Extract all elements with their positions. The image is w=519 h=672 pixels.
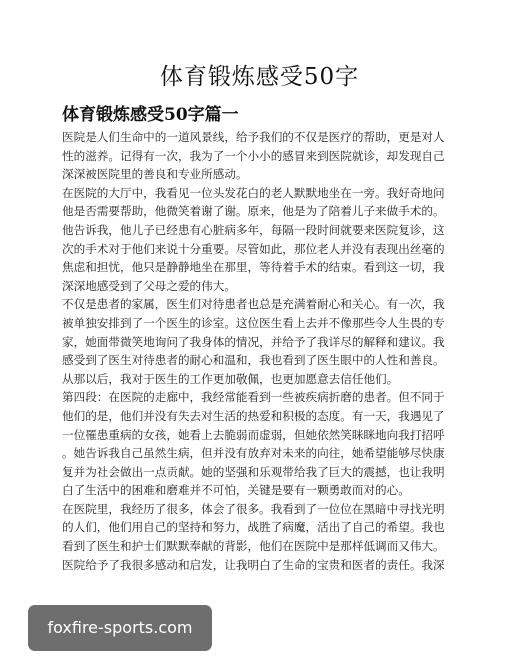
body-line: 看到了医生和护士们默默奉献的背影，他们在医院中是那样低调而又伟大。: [62, 539, 445, 554]
body-line: 焦虑和担忧，他只是静静地坐在那里，等待着手术的结束。看到这一切，我: [62, 260, 445, 275]
body-line: 从那以后，我对于医生的工作更加敬佩，也更加愿意去信任他们。: [62, 371, 399, 386]
body-line: 。她告诉我自己虽然生病，但并没有放弃对未来的向往，她希望能够尽快康: [62, 446, 445, 461]
body-line: 在医院的大厅中，我看见一位头发花白的老人默默地坐在一旁。我好奇地问: [62, 185, 445, 200]
body-line: 次的手术对于他们来说十分重要。尽管如此，那位老人并没有表现出丝毫的: [62, 241, 445, 256]
body-line: 第四段：在医院的走廊中，我经常能看到一些被疾病折磨的患者。但不同于: [62, 390, 445, 405]
body-line: 的人们，他们用自己的坚持和努力，战胜了病魔，活出了自己的希望。我也: [62, 520, 445, 535]
body-line: 医院给予了我很多感动和启发，让我明白了生命的宝贵和医者的责任。我深: [62, 557, 445, 572]
body-line: 一位罹患重病的女孩，她看上去脆弱而虚弱，但她依然笑眯眯地向我打招呼: [62, 427, 445, 442]
section-heading: 体育锻炼感受50字篇一: [62, 105, 239, 125]
watermark-label: foxfire-sports.com: [28, 605, 212, 651]
body-line: 深深被医院里的善良和专业所感动。: [62, 167, 248, 182]
body-line: 在医院里，我经历了很多，体会了很多。我看到了一位位在黑暗中寻找光明: [62, 501, 445, 516]
body-line: 他们的是，他们并没有失去对生活的热爱和积极的态度。有一天，我遇见了: [62, 408, 445, 423]
body-line: 医院是人们生命中的一道风景线，给予我们的不仅是医疗的帮助，更是对人: [62, 130, 445, 144]
body-line: 家，她面带微笑地询问了我身体的情况，并给予了我详尽的解释和建议。我: [62, 334, 445, 349]
body-line: 深深地感受到了父母之爱的伟大。: [62, 278, 236, 293]
body-line: 感受到了医生对待患者的耐心和温和，我也看到了医生眼中的人性和善良。: [62, 353, 445, 368]
body-line: 性的滋养。记得有一次，我为了一个小小的感冒来到医院就诊，却发现自己: [62, 148, 445, 163]
body-line: 他是否需要帮助，他微笑着谢了谢。原来，他是为了陪着儿子来做手术的。: [62, 204, 445, 219]
body-line: 不仅是患者的家属，医生们对待患者也总是充满着耐心和关心。有一次，我: [62, 297, 445, 312]
document-title: 体育锻炼感受50字: [159, 64, 360, 90]
body-line: 他告诉我，他儿子已经患有心脏病多年，每隔一段时间就要来医院复诊，这: [62, 222, 445, 237]
body-text: [62, 128, 462, 574]
body-line: 白了生活中的困难和磨难并不可怕，关键是要有一颗勇敢而对的心。: [62, 483, 410, 498]
body-line: 复并为社会做出一点贡献。她的坚强和乐观带给我了巨大的震撼，也让我明: [62, 464, 445, 479]
body-line: 被单独安排到了一个医生的诊室。这位医生看上去并不像那些令人生畏的专: [62, 315, 445, 330]
